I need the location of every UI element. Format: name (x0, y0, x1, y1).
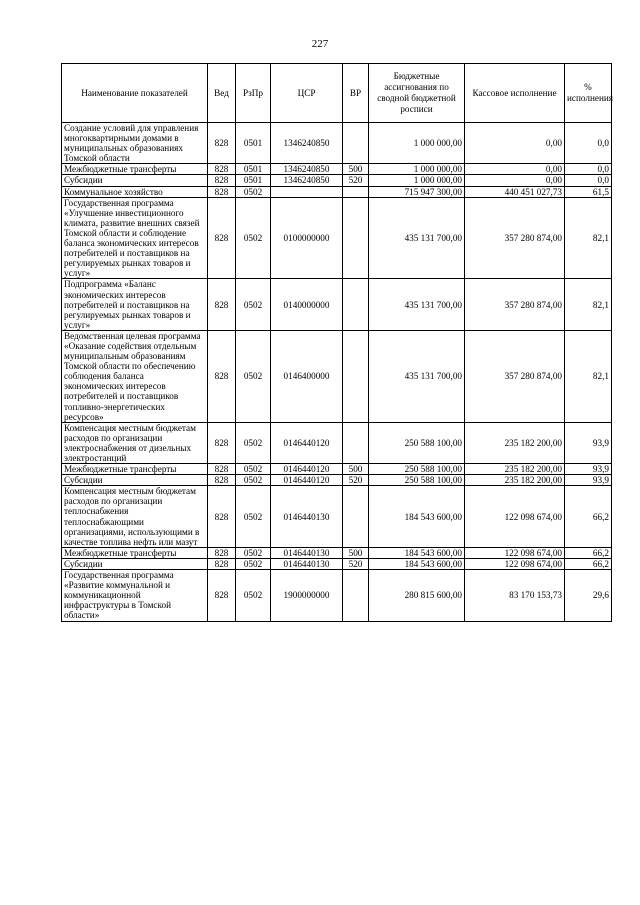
row-budget: 250 588 100,00 (369, 422, 465, 463)
page-number: 227 (311, 38, 329, 50)
row-name: Подпрограмма «Баланс экономических интересов потребителей и поставщиков на регулируемых рынках товаров и услуг» (62, 279, 208, 330)
table-row (62, 464, 612, 475)
header-budget-allocation: Бюджетные ассигнования по сводной бюджетной росписи (369, 64, 465, 123)
row-vr (343, 186, 369, 197)
row-percent: 66,2 (565, 547, 612, 558)
row-csr: 1346240850 (271, 164, 343, 175)
row-csr: 0146440120 (271, 422, 343, 463)
table-body (62, 123, 612, 622)
row-rzpr: 0502 (236, 464, 271, 475)
row-rzpr: 0502 (236, 422, 271, 463)
row-ved: 828 (208, 186, 236, 197)
table-row (62, 486, 612, 548)
table-row (62, 330, 612, 422)
row-name: Межбюджетные трансферты (62, 464, 208, 475)
row-csr: 1900000000 (271, 570, 343, 621)
row-percent: 61,5 (565, 186, 612, 197)
row-percent: 0,0 (565, 123, 612, 164)
row-rzpr: 0502 (236, 197, 271, 279)
row-budget: 250 588 100,00 (369, 464, 465, 475)
row-budget: 1 000 000,00 (369, 123, 465, 164)
row-name: Государственная программа «Развитие коммунальной и коммуникационной инфраструктуры в Томской области» (62, 570, 208, 621)
row-ved: 828 (208, 486, 236, 548)
table-row (62, 279, 612, 330)
table-row (62, 475, 612, 486)
row-cash: 357 280 874,00 (465, 197, 565, 279)
row-vr: 520 (343, 558, 369, 569)
table-row (62, 123, 612, 164)
row-ved: 828 (208, 197, 236, 279)
header-row (62, 64, 612, 123)
row-vr (343, 279, 369, 330)
row-budget: 184 543 600,00 (369, 547, 465, 558)
header-execution-percent: % исполнения (565, 64, 612, 123)
row-cash: 122 098 674,00 (465, 486, 565, 548)
row-budget: 1 000 000,00 (369, 175, 465, 186)
row-vr: 520 (343, 475, 369, 486)
row-budget: 184 543 600,00 (369, 558, 465, 569)
row-ved: 828 (208, 547, 236, 558)
row-vr: 520 (343, 175, 369, 186)
row-budget: 435 131 700,00 (369, 330, 465, 422)
row-rzpr: 0502 (236, 547, 271, 558)
row-csr: 0146440120 (271, 475, 343, 486)
header-indicator-name: Наименование показателей (62, 64, 208, 123)
row-percent: 93,9 (565, 422, 612, 463)
row-percent: 82,1 (565, 330, 612, 422)
row-budget: 280 815 600,00 (369, 570, 465, 621)
row-budget: 1 000 000,00 (369, 164, 465, 175)
table-row (62, 186, 612, 197)
row-vr (343, 570, 369, 621)
row-rzpr: 0501 (236, 164, 271, 175)
row-rzpr: 0502 (236, 486, 271, 548)
row-vr: 500 (343, 164, 369, 175)
row-vr (343, 422, 369, 463)
row-vr (343, 123, 369, 164)
row-ved: 828 (208, 279, 236, 330)
row-cash: 83 170 153,73 (465, 570, 565, 621)
row-ved: 828 (208, 558, 236, 569)
row-cash: 0,00 (465, 175, 565, 186)
table-row (62, 570, 612, 621)
row-percent: 82,1 (565, 279, 612, 330)
row-csr: 0146440130 (271, 486, 343, 548)
row-rzpr: 0501 (236, 123, 271, 164)
row-ved: 828 (208, 422, 236, 463)
row-rzpr: 0502 (236, 475, 271, 486)
row-vr: 500 (343, 547, 369, 558)
row-vr (343, 486, 369, 548)
row-ved: 828 (208, 175, 236, 186)
row-rzpr: 0502 (236, 186, 271, 197)
row-name: Межбюджетные трансферты (62, 164, 208, 175)
row-csr: 0140000000 (271, 279, 343, 330)
row-percent: 0,0 (565, 175, 612, 186)
row-vr (343, 197, 369, 279)
row-name: Компенсация местным бюджетам расходов по организации электроснабжения от дизельных электростанций (62, 422, 208, 463)
row-cash: 440 451 027,73 (465, 186, 565, 197)
table-row (62, 547, 612, 558)
row-ved: 828 (208, 330, 236, 422)
row-cash: 235 182 200,00 (465, 464, 565, 475)
table-row (62, 197, 612, 279)
row-rzpr: 0502 (236, 558, 271, 569)
row-budget: 184 543 600,00 (369, 486, 465, 548)
row-name: Ведомственная целевая программа «Оказание содействия отдельным муниципальным образованиям Томской области по обеспечению соблюдения баланса экономических интересов потребителей и поставщиков топливно-энергетических ресурсов» (62, 330, 208, 422)
row-ved: 828 (208, 123, 236, 164)
row-ved: 828 (208, 164, 236, 175)
table-header (62, 64, 612, 123)
header-cash-execution: Кассовое исполнение (465, 64, 565, 123)
row-ved: 828 (208, 464, 236, 475)
table-row (62, 164, 612, 175)
row-name: Межбюджетные трансферты (62, 547, 208, 558)
row-percent: 93,9 (565, 464, 612, 475)
row-budget: 715 947 300,00 (369, 186, 465, 197)
row-budget: 435 131 700,00 (369, 197, 465, 279)
table-row (62, 422, 612, 463)
row-cash: 122 098 674,00 (465, 547, 565, 558)
row-percent: 29,6 (565, 570, 612, 621)
row-name: Создание условий для управления многоквартирными домами в муниципальных образованиях Томской области (62, 123, 208, 164)
row-rzpr: 0501 (236, 175, 271, 186)
row-name: Компенсация местным бюджетам расходов по организации теплоснабжения теплоснабжающими организациями, использующими в качестве топлива нефть или мазут (62, 486, 208, 548)
row-rzpr: 0502 (236, 570, 271, 621)
header-ved: Вед (208, 64, 236, 123)
row-percent: 66,2 (565, 558, 612, 569)
row-cash: 357 280 874,00 (465, 330, 565, 422)
row-csr: 0146440130 (271, 558, 343, 569)
row-name: Субсидии (62, 175, 208, 186)
row-name: Субсидии (62, 558, 208, 569)
row-ved: 828 (208, 570, 236, 621)
row-cash: 0,00 (465, 123, 565, 164)
table-row (62, 175, 612, 186)
row-csr: 0100000000 (271, 197, 343, 279)
row-name: Коммунальное хозяйство (62, 186, 208, 197)
row-percent: 93,9 (565, 475, 612, 486)
row-csr: 0146440120 (271, 464, 343, 475)
row-cash: 0,00 (465, 164, 565, 175)
row-percent: 82,1 (565, 197, 612, 279)
row-vr (343, 330, 369, 422)
header-csr: ЦСР (271, 64, 343, 123)
row-percent: 0,0 (565, 164, 612, 175)
row-cash: 235 182 200,00 (465, 422, 565, 463)
row-csr: 1346240850 (271, 175, 343, 186)
row-rzpr: 0502 (236, 279, 271, 330)
row-vr: 500 (343, 464, 369, 475)
row-csr: 1346240850 (271, 123, 343, 164)
row-name: Субсидии (62, 475, 208, 486)
row-budget: 435 131 700,00 (369, 279, 465, 330)
header-rzpr: РзПр (236, 64, 271, 123)
table-row (62, 558, 612, 569)
row-budget: 250 588 100,00 (369, 475, 465, 486)
row-cash: 235 182 200,00 (465, 475, 565, 486)
row-cash: 122 098 674,00 (465, 558, 565, 569)
row-name: Государственная программа «Улучшение инвестиционного климата, развитие внешних связей Томской области и соблюдение баланса экономических интересов потребителей и поставщиков на регулируемых рынках товаров и услуг» (62, 197, 208, 279)
row-cash: 357 280 874,00 (465, 279, 565, 330)
header-vr: ВР (343, 64, 369, 123)
row-csr: 0146440130 (271, 547, 343, 558)
row-rzpr: 0502 (236, 330, 271, 422)
row-percent: 66,2 (565, 486, 612, 548)
row-csr (271, 186, 343, 197)
row-ved: 828 (208, 475, 236, 486)
budget-execution-table (61, 63, 612, 622)
row-csr: 0146400000 (271, 330, 343, 422)
